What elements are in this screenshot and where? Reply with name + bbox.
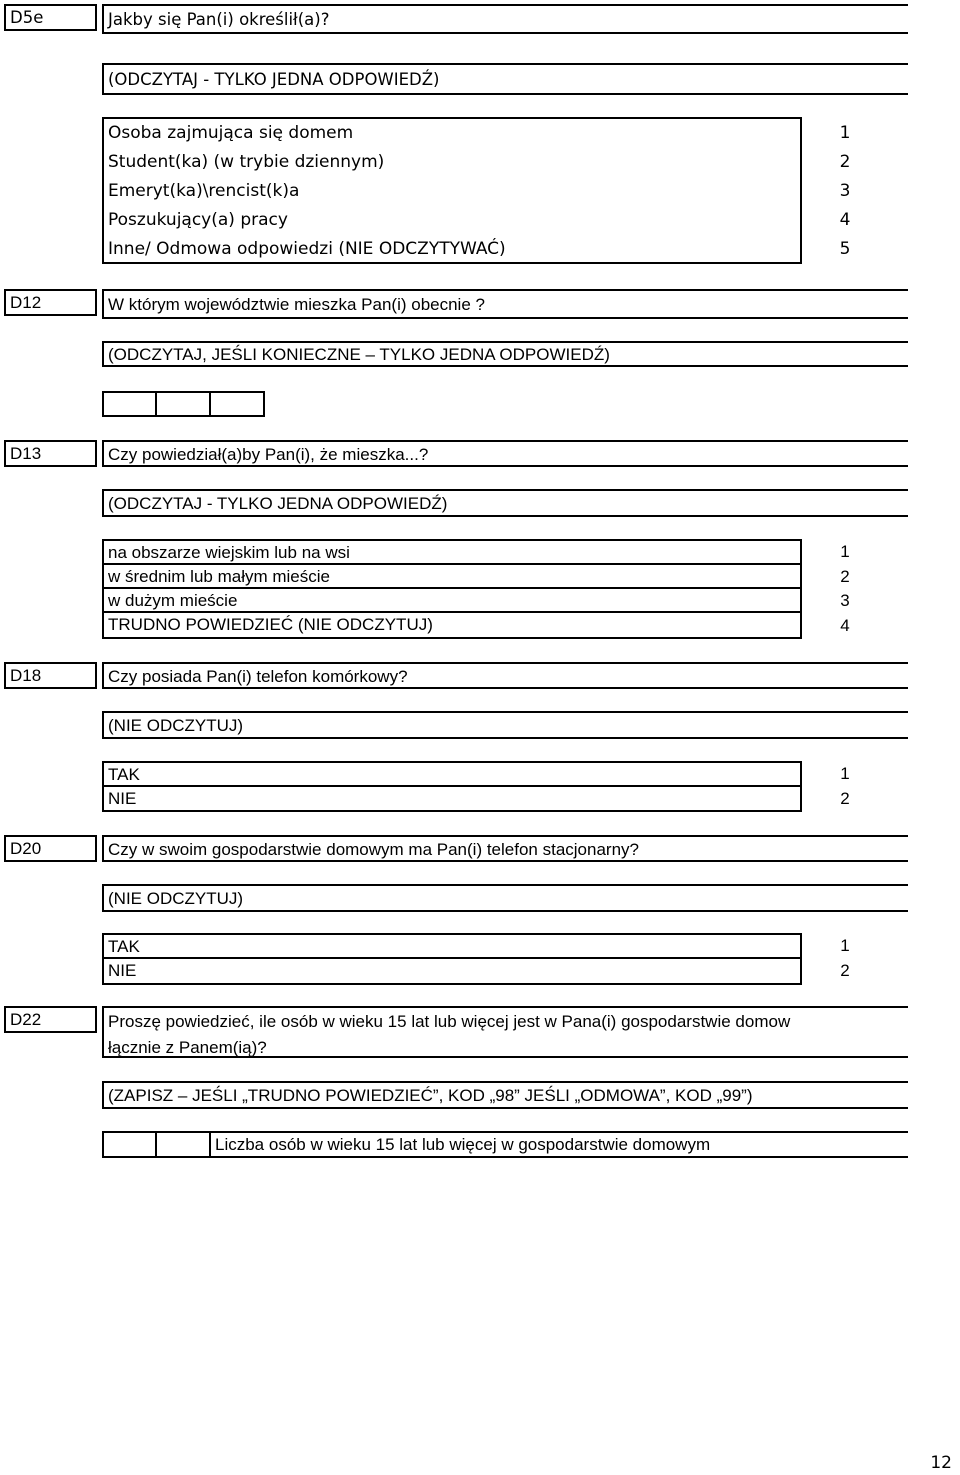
voivodeship-code-box-3[interactable] <box>209 391 265 417</box>
option-code: 1 <box>840 936 850 955</box>
codes-d13 <box>835 540 855 638</box>
household-count-box-1[interactable] <box>102 1131 157 1158</box>
option-code: 4 <box>839 210 851 230</box>
instruction-d20: (NIE ODCZYTUJ) <box>102 884 908 912</box>
question-text-d18: Czy posiada Pan(i) telefon komórkowy? <box>102 662 908 689</box>
option-label[interactable]: Poszukujący(a) pracy <box>108 210 288 230</box>
option-code: 2 <box>840 960 850 980</box>
option-code: 1 <box>840 764 850 783</box>
options-d5e <box>102 117 802 264</box>
question-text-d5e: Jakby się Pan(i) określił(a)? <box>102 4 908 34</box>
options-d13 <box>102 539 802 639</box>
option-code: 4 <box>840 615 850 635</box>
option-code: 1 <box>840 542 850 561</box>
option-label[interactable]: na obszarze wiejskim lub na wsi <box>104 541 800 565</box>
option-code: 1 <box>839 123 851 143</box>
option-label[interactable]: Student(ka) (w trybie dziennym) <box>108 152 385 172</box>
question-id-d12: D12 <box>4 289 97 316</box>
voivodeship-code-box-2[interactable] <box>155 391 211 417</box>
question-id-d22: D22 <box>4 1006 97 1033</box>
instruction-d18: (NIE ODCZYTUJ) <box>102 711 908 739</box>
option-label[interactable]: TAK <box>104 763 800 787</box>
question-line-1: Proszę powiedzieć, ile osób w wieku 15 lat lub więcej jest w Pana(i) gospodarstwie domow <box>108 1012 791 1031</box>
codes-d5e <box>835 119 855 264</box>
instruction-d13: (ODCZYTAJ - TYLKO JEDNA ODPOWIEDŹ) <box>102 489 908 517</box>
codes-d20 <box>835 934 855 983</box>
option-code: 2 <box>839 152 851 172</box>
instruction-d22: (ZAPISZ – JEŚLI „TRUDNO POWIEDZIEĆ”, KOD „98” JEŚLI „ODMOWA”, KOD „99”) <box>102 1081 908 1109</box>
option-label[interactable]: Osoba zajmująca się domem <box>108 123 354 143</box>
voivodeship-code-box-1[interactable] <box>102 391 157 417</box>
question-text-d12: W którym województwie mieszka Pan(i) obecnie ? <box>102 289 908 319</box>
option-label[interactable]: Inne/ Odmowa odpowiedzi (NIE ODCZYTYWAĆ) <box>108 239 506 259</box>
question-text-d13: Czy powiedział(a)by Pan(i), że mieszka...? <box>102 440 908 467</box>
question-text-d20: Czy w swoim gospodarstwie domowym ma Pan(i) telefon stacjonarny? <box>102 835 908 862</box>
option-label[interactable]: TRUDNO POWIEDZIEĆ (NIE ODCZYTUJ) <box>108 615 433 634</box>
question-id-d20: D20 <box>4 835 97 862</box>
question-line-2: łącznie z Panem(ią)? <box>108 1038 267 1057</box>
option-label[interactable]: TAK <box>104 935 800 959</box>
option-code: 5 <box>839 239 851 259</box>
option-label[interactable]: w średnim lub małym mieście <box>104 565 800 589</box>
option-code: 3 <box>839 181 851 201</box>
page-number: 12 <box>930 1453 952 1473</box>
question-id-d18: D18 <box>4 662 97 689</box>
question-id-d13: D13 <box>4 440 97 467</box>
option-code: 3 <box>840 591 850 610</box>
instruction-d5e: (ODCZYTAJ - TYLKO JEDNA ODPOWIEDŹ) <box>102 63 908 95</box>
option-code: 2 <box>840 566 850 586</box>
household-count-label: Liczba osób w wieku 15 lat lub więcej w gospodarstwie domowym <box>209 1131 908 1158</box>
options-d20 <box>102 933 802 985</box>
option-label[interactable]: Emeryt(ka)\rencist(k)a <box>108 181 300 201</box>
household-count-box-2[interactable] <box>155 1131 211 1158</box>
option-label[interactable]: w dużym mieście <box>104 589 800 613</box>
options-d18 <box>102 761 802 812</box>
option-code: 2 <box>840 788 850 808</box>
question-text-d22 <box>102 1006 908 1058</box>
instruction-d12: (ODCZYTAJ, JEŚLI KONIECZNE – TYLKO JEDNA ODPOWIEDŹ) <box>102 341 908 367</box>
codes-d18 <box>835 762 855 811</box>
question-id-d5e: D5e <box>4 4 97 31</box>
option-label[interactable]: NIE <box>108 789 137 808</box>
option-label[interactable]: NIE <box>108 961 137 980</box>
